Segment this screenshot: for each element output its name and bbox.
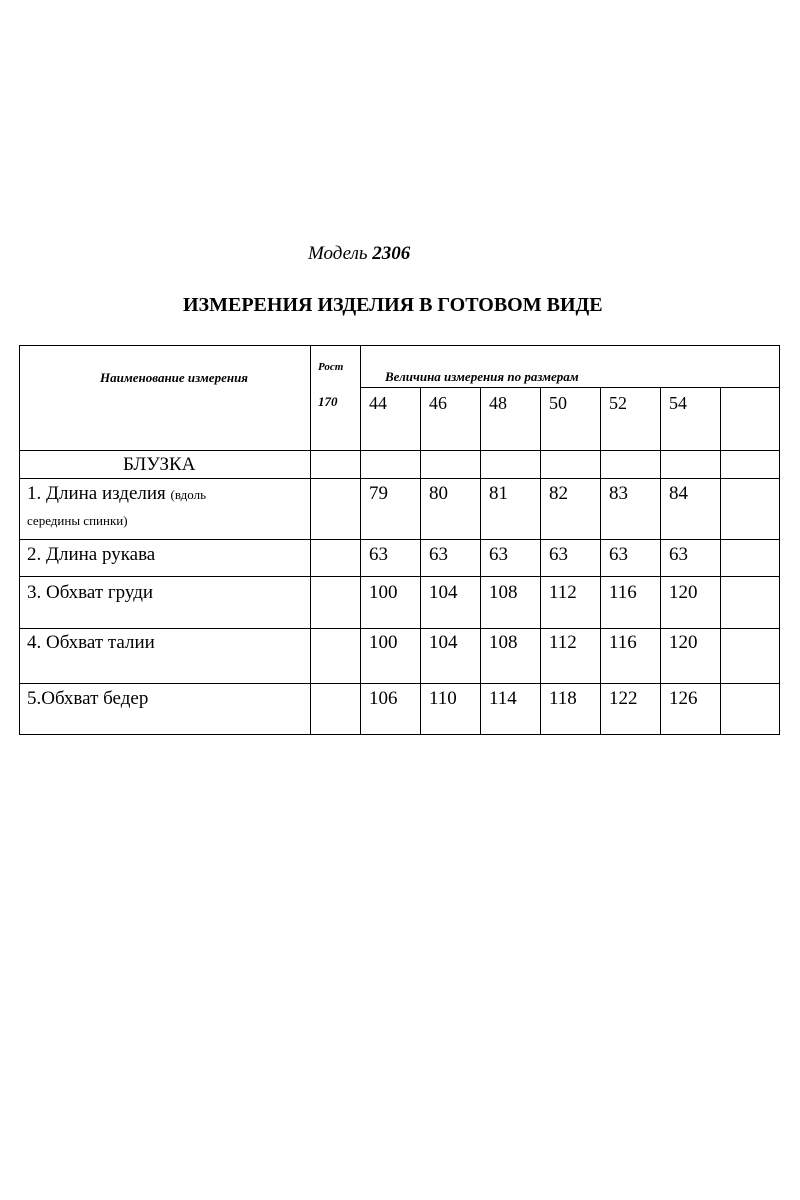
value-cell: 104 [429, 632, 458, 653]
row-label: 5.Обхват бедер [27, 688, 149, 709]
value-cell: 120 [669, 632, 698, 653]
value-cell: 118 [549, 688, 577, 709]
model-label: Модель [308, 243, 368, 264]
size-col-rule [660, 387, 661, 735]
row-label-note-continued: середины спинки) [27, 513, 128, 528]
value-cell: 120 [669, 582, 698, 603]
value-cell: 79 [369, 483, 388, 504]
row-label [27, 483, 206, 505]
row-label: 2. Длина рукава [27, 544, 156, 565]
value-cell: 63 [549, 544, 568, 565]
value-cell: 110 [429, 688, 457, 709]
row-label: 4. Обхват талии [27, 632, 155, 653]
value-cell: 100 [369, 632, 398, 653]
value-cell: 116 [609, 582, 637, 603]
size-header-cell: 54 [669, 393, 687, 413]
value-cell: 81 [489, 483, 508, 504]
size-col-rule [420, 387, 421, 735]
value-cell: 122 [609, 688, 638, 709]
value-cell: 80 [429, 483, 448, 504]
row-2-rule [20, 576, 780, 577]
value-cell: 63 [669, 544, 688, 565]
size-col-rule [540, 387, 541, 735]
size-col-rule [600, 387, 601, 735]
size-header-cell: 48 [489, 393, 507, 413]
value-cell: 104 [429, 582, 458, 603]
size-header-cell: 52 [609, 393, 627, 413]
row-label-text: 1. Длина изделия [27, 483, 166, 504]
height-value: 170 [318, 394, 338, 409]
value-cell: 63 [369, 544, 388, 565]
value-cell: 63 [609, 544, 628, 565]
size-header-cell: 46 [429, 393, 447, 413]
value-cell: 116 [609, 632, 637, 653]
value-cell: 112 [549, 632, 577, 653]
value-cell: 63 [429, 544, 448, 565]
height-col-rule [360, 346, 361, 735]
value-cell: 114 [489, 688, 517, 709]
value-cell: 100 [369, 582, 398, 603]
section-row-rule [20, 478, 780, 479]
row-1-rule [20, 539, 780, 540]
value-cell: 83 [609, 483, 628, 504]
row-label: 3. Обхват груди [27, 582, 154, 603]
value-cell: 84 [669, 483, 688, 504]
measurements-table [19, 345, 780, 735]
value-cell: 108 [489, 632, 518, 653]
size-header-cell: 50 [549, 393, 567, 413]
size-header-cell: 44 [369, 393, 387, 413]
section-title: БЛУЗКА [123, 454, 196, 475]
row-label-note: (вдоль [170, 487, 207, 502]
height-header: Рост [318, 361, 344, 373]
value-cell: 106 [369, 688, 398, 709]
value-cell: 112 [549, 582, 577, 603]
sizes-header: Величина измерения по размерам [385, 369, 579, 384]
value-cell: 63 [489, 544, 508, 565]
row-3-rule [20, 628, 780, 629]
value-cell: 108 [489, 582, 518, 603]
value-cell: 126 [669, 688, 698, 709]
value-cell: 82 [549, 483, 568, 504]
row-4-rule [20, 683, 780, 684]
page-title: ИЗМЕРЕНИЯ ИЗДЕЛИЯ В ГОТОВОМ ВИДЕ [183, 294, 603, 316]
model-number: 2306 [372, 243, 411, 264]
name-col-rule [310, 346, 311, 735]
size-col-rule [720, 387, 721, 735]
measurement-name-header: Наименование измерения [100, 370, 248, 385]
size-col-rule [480, 387, 481, 735]
model-line [308, 243, 410, 265]
sizes-header-divider [360, 387, 780, 388]
header-bottom-rule [20, 450, 780, 451]
